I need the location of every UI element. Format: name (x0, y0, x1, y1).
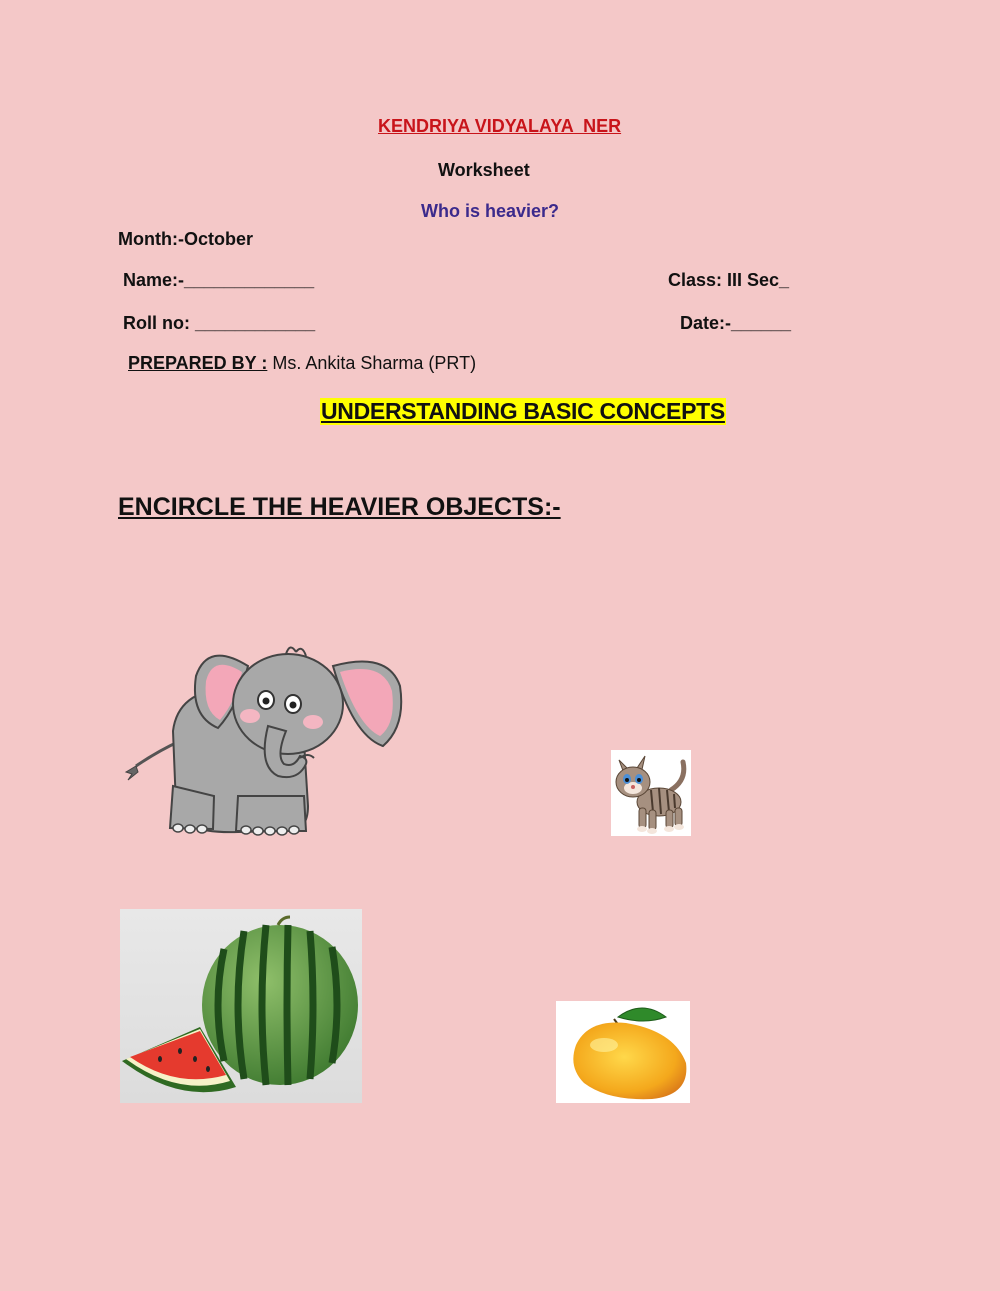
instruction-heading: ENCIRCLE THE HEAVIER OBJECTS:- (118, 493, 561, 521)
watermelon-icon[interactable] (120, 909, 362, 1103)
prepared-by-value: Ms. Ankita Sharma (PRT) (267, 353, 477, 373)
elephant-icon[interactable] (118, 636, 408, 841)
worksheet-title: Worksheet (438, 160, 530, 180)
school-name: KENDRIYA VIDYALAYA NER (378, 116, 622, 136)
mango-icon[interactable] (556, 1001, 690, 1103)
roll-number-field: Roll no: ____________ (123, 313, 316, 333)
name-field: Name:-_____________ (123, 270, 315, 290)
worksheet-subtitle: Who is heavier? (421, 201, 560, 221)
class-section-field: Class: III Sec_ (668, 270, 790, 290)
month-field: Month:-October (118, 229, 253, 249)
date-field: Date:-______ (680, 313, 792, 333)
prepared-by-label: PREPARED BY : (128, 353, 268, 373)
section-heading: UNDERSTANDING BASIC CONCEPTS (321, 398, 725, 424)
prepared-by (128, 353, 476, 374)
cat-icon[interactable] (611, 750, 691, 836)
